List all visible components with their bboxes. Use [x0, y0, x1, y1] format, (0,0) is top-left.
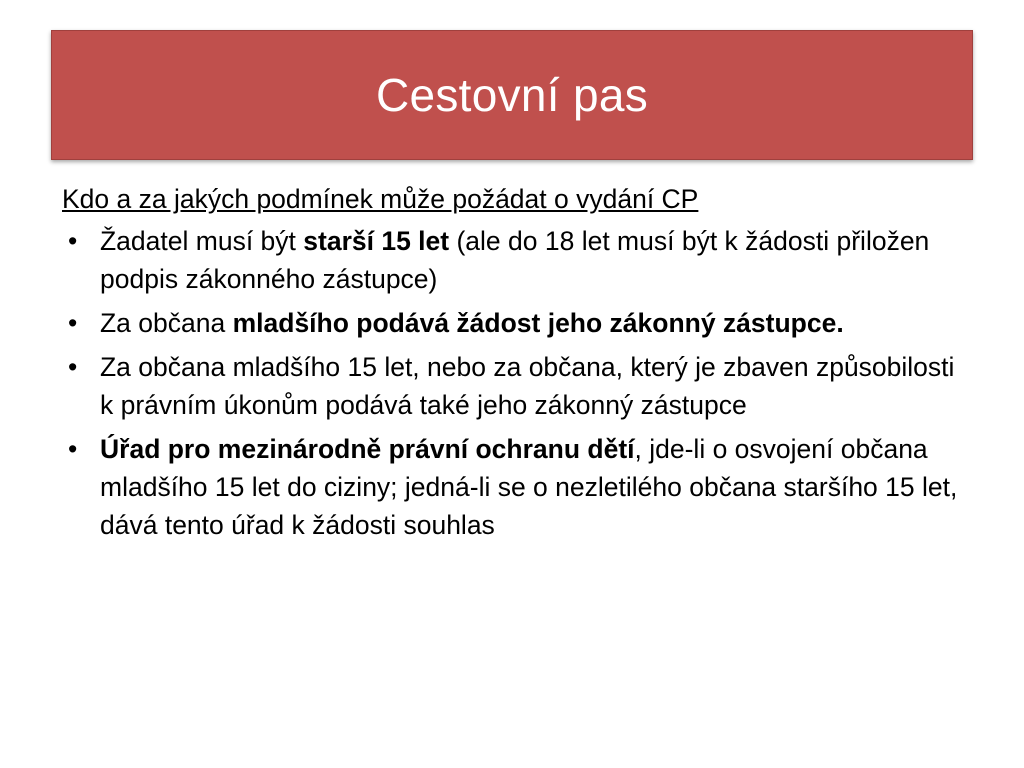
list-item — [62, 348, 972, 424]
bullet-icon: • — [68, 226, 78, 256]
list-item — [62, 430, 972, 544]
bullet-icon: • — [68, 352, 78, 382]
list-item — [62, 222, 972, 298]
slide-title: Cestovní pas — [375, 69, 649, 121]
bullet-icon: • — [68, 308, 78, 338]
text-run: Žadatel musí být — [100, 226, 304, 256]
bullet-text — [100, 226, 929, 294]
bold-text-run: mladšího podává žádost jeho zákonný zástupce. — [232, 308, 844, 338]
text-run: Za občana — [100, 308, 233, 338]
bullet-icon: • — [68, 434, 78, 464]
bold-text-run: starší 15 let — [303, 226, 450, 256]
slide-body — [62, 180, 972, 550]
bullet-text: Za občana mladšího 15 let, nebo za občana, který je zbaven způsobilosti k právním úkonům podává také jeho zákonný zástupce — [100, 352, 955, 420]
title-banner — [51, 30, 973, 160]
list-item — [62, 304, 972, 342]
text-run: (ale do 18 let musí být k žádosti přiložen podpis zákonného zástupce) — [100, 226, 930, 294]
text-run: , jde-li o osvojení občana mladšího 15 let do ciziny; jedná-li se o nezletilého občana staršího 15 let, dává tento úřad k žádosti souhlas — [100, 434, 958, 540]
section-heading: Kdo a za jakých podmínek může požádat o vydání CP — [62, 184, 699, 214]
bold-text-run: Úřad pro mezinárodně právní ochranu dětí — [100, 434, 635, 464]
bullet-text — [100, 434, 957, 540]
bullet-text — [100, 308, 844, 338]
bullet-list — [62, 222, 972, 544]
